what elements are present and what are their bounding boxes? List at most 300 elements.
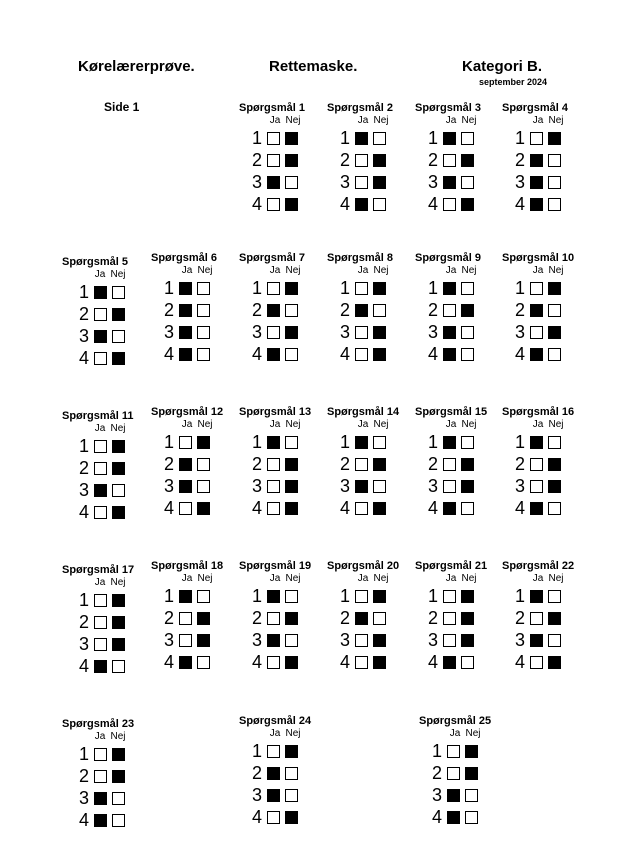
nej-box [373,590,386,603]
answer-row [502,193,592,215]
nej-label: Nej [461,265,477,276]
ja-label: Ja [269,115,281,126]
answer-row [151,651,241,673]
nej-box [548,198,561,211]
ja-box [94,792,107,805]
answer-row [62,457,152,479]
answer-number: 1 [339,586,350,606]
answer-number: 1 [78,436,89,456]
nej-box [197,282,210,295]
answer-row [239,629,329,651]
answer-row [415,475,505,497]
ja-box [267,458,280,471]
answer-row [502,629,592,651]
answer-row [62,281,152,303]
nej-box [548,436,561,449]
ja-box [530,304,543,317]
ja-box [94,506,107,519]
nej-box [461,304,474,317]
answer-number: 1 [514,278,525,298]
nej-box [112,814,125,827]
answer-row [327,127,417,149]
answer-number: 4 [427,498,438,518]
question-block [239,101,329,215]
answer-row [327,453,417,475]
ja-box [94,660,107,673]
nej-box [197,326,210,339]
answer-number: 3 [78,480,89,500]
ja-box [443,348,456,361]
ja-box [530,436,543,449]
answer-row [327,299,417,321]
answer-row [327,497,417,519]
answer-row [419,740,509,762]
nej-box [461,154,474,167]
nej-box [548,634,561,647]
question-block [62,563,152,677]
answer-number: 4 [339,652,350,672]
answer-row [415,193,505,215]
answer-number: 1 [431,741,442,761]
answer-number: 4 [514,498,525,518]
answer-number: 2 [163,454,174,474]
nej-box [373,458,386,471]
nej-box [112,506,125,519]
ja-box [530,154,543,167]
nej-box [285,612,298,625]
nej-box [197,502,210,515]
answer-row [415,343,505,365]
nej-box [112,440,125,453]
question-title: Spørgsmål 6 [151,252,218,264]
answer-number: 4 [78,348,89,368]
nej-box [373,282,386,295]
answer-number: 4 [78,656,89,676]
nej-box [548,132,561,145]
nej-box [548,304,561,317]
ja-box [267,348,280,361]
nej-box [548,154,561,167]
answer-row [62,589,152,611]
nej-box [461,656,474,669]
answer-number: 3 [514,322,525,342]
question-block [415,405,505,519]
nej-label: Nej [110,731,126,742]
answer-number: 2 [339,454,350,474]
answer-number: 1 [427,586,438,606]
side-label: Side 1 [104,100,140,114]
ja-box [267,198,280,211]
answer-number: 3 [514,630,525,650]
ja-box [355,590,368,603]
ja-label: Ja [532,573,544,584]
ja-box [355,458,368,471]
ja-box [443,634,456,647]
ja-box [267,590,280,603]
nej-box [112,638,125,651]
ja-box [267,634,280,647]
ja-nej-header [502,115,592,127]
ja-box [355,502,368,515]
answer-number: 3 [339,322,350,342]
answer-number: 4 [251,652,262,672]
nej-box [112,286,125,299]
question-block [151,405,241,519]
nej-box [285,590,298,603]
answer-number: 1 [514,432,525,452]
answer-row [62,303,152,325]
ja-nej-header [62,577,152,589]
nej-box [373,132,386,145]
answer-row [151,629,241,651]
ja-label: Ja [181,419,193,430]
answer-number: 2 [431,763,442,783]
ja-box [94,748,107,761]
question-title: Spørgsmål 24 [239,715,312,727]
ja-label: Ja [94,423,106,434]
nej-box [285,282,298,295]
nej-box [373,480,386,493]
answer-row [327,651,417,673]
ja-box [530,282,543,295]
question-block [502,101,592,215]
ja-nej-header [415,115,505,127]
question-block [419,714,509,828]
answer-row [62,809,152,831]
answer-number: 4 [431,807,442,827]
answer-number: 1 [251,128,262,148]
answer-row [239,475,329,497]
ja-box [355,176,368,189]
ja-box [443,154,456,167]
nej-label: Nej [373,573,389,584]
nej-box [197,458,210,471]
nej-label: Nej [197,265,213,276]
nej-box [461,326,474,339]
answer-number: 4 [251,194,262,214]
nej-box [548,480,561,493]
answer-number: 2 [251,454,262,474]
nej-box [285,304,298,317]
nej-label: Nej [197,573,213,584]
answer-row [502,497,592,519]
ja-label: Ja [532,115,544,126]
nej-box [112,308,125,321]
nej-box [461,282,474,295]
question-title: Spørgsmål 4 [502,102,569,114]
answer-row [502,149,592,171]
ja-box [94,286,107,299]
question-title: Spørgsmål 22 [502,560,575,572]
answer-row [502,171,592,193]
answer-number: 2 [78,458,89,478]
ja-box [355,132,368,145]
answer-number: 3 [427,476,438,496]
answer-row [327,475,417,497]
answer-row [327,193,417,215]
answer-row [151,277,241,299]
answer-number: 3 [514,476,525,496]
ja-box [179,458,192,471]
answer-row [239,585,329,607]
nej-box [112,770,125,783]
ja-box [355,348,368,361]
answer-number: 3 [339,172,350,192]
answer-number: 1 [514,128,525,148]
answer-number: 4 [251,807,262,827]
answer-row [239,321,329,343]
answer-number: 2 [251,300,262,320]
answer-number: 4 [339,498,350,518]
answer-row [415,299,505,321]
nej-box [285,634,298,647]
ja-box [355,154,368,167]
ja-label: Ja [449,728,461,739]
answer-row [151,431,241,453]
answer-number: 4 [78,502,89,522]
ja-box [94,814,107,827]
ja-box [443,656,456,669]
nej-box [465,745,478,758]
answer-number: 3 [78,326,89,346]
ja-label: Ja [445,573,457,584]
answer-number: 4 [427,344,438,364]
answer-row [151,321,241,343]
nej-box [285,745,298,758]
question-title: Spørgsmål 20 [327,560,400,572]
ja-label: Ja [269,419,281,430]
nej-box [112,748,125,761]
answer-number: 3 [427,172,438,192]
nej-box [461,590,474,603]
ja-label: Ja [357,115,369,126]
answer-number: 2 [514,150,525,170]
answer-row [151,453,241,475]
answer-row [415,629,505,651]
question-block [415,101,505,215]
answer-number: 1 [427,278,438,298]
ja-box [443,132,456,145]
ja-label: Ja [269,573,281,584]
answer-row [239,277,329,299]
answer-number: 1 [78,744,89,764]
answer-number: 1 [163,432,174,452]
question-block [62,255,152,369]
answer-row [415,585,505,607]
answer-number: 2 [78,766,89,786]
nej-box [548,590,561,603]
ja-box [94,462,107,475]
question-title: Spørgsmål 14 [327,406,400,418]
nej-box [285,789,298,802]
answer-number: 1 [514,586,525,606]
ja-box [355,282,368,295]
answer-number: 1 [339,432,350,452]
ja-box [267,176,280,189]
question-block [502,405,592,519]
ja-box [355,198,368,211]
ja-nej-header [502,573,592,585]
ja-box [530,458,543,471]
nej-box [461,612,474,625]
ja-box [267,745,280,758]
answer-number: 3 [427,630,438,650]
ja-nej-header [327,115,417,127]
answer-row [62,633,152,655]
answer-number: 2 [339,300,350,320]
answer-number: 2 [514,608,525,628]
answer-number: 2 [251,150,262,170]
ja-box [530,612,543,625]
answer-row [239,453,329,475]
question-block [327,559,417,673]
nej-label: Nej [548,265,564,276]
question-title: Spørgsmål 13 [239,406,312,418]
answer-row [415,277,505,299]
answer-number: 1 [339,278,350,298]
nej-box [112,660,125,673]
answer-number: 1 [78,282,89,302]
answer-row [62,501,152,523]
answer-number: 4 [251,498,262,518]
ja-label: Ja [357,573,369,584]
nej-label: Nej [373,419,389,430]
answer-number: 3 [431,785,442,805]
answer-row [415,321,505,343]
ja-label: Ja [181,573,193,584]
question-block [62,717,152,831]
answer-number: 2 [78,304,89,324]
ja-box [443,458,456,471]
answer-row [415,149,505,171]
question-title: Spørgsmål 8 [327,252,394,264]
answer-row [239,431,329,453]
ja-nej-header [239,419,329,431]
ja-box [179,480,192,493]
ja-box [267,436,280,449]
nej-box [285,348,298,361]
nej-box [373,304,386,317]
ja-box [355,326,368,339]
nej-box [112,616,125,629]
ja-label: Ja [269,728,281,739]
nej-box [285,811,298,824]
answer-row [62,655,152,677]
answer-number: 4 [339,194,350,214]
nej-box [548,326,561,339]
nej-label: Nej [197,419,213,430]
question-block [502,251,592,365]
answer-row [239,193,329,215]
answer-number: 1 [427,128,438,148]
ja-box [355,436,368,449]
ja-nej-header [502,265,592,277]
ja-box [179,326,192,339]
nej-label: Nej [465,728,481,739]
ja-box [179,612,192,625]
nej-box [112,792,125,805]
answer-number: 3 [514,172,525,192]
answer-number: 3 [78,788,89,808]
nej-box [461,176,474,189]
header-left: Kørelærerprøve. [78,58,195,75]
answer-number: 4 [427,194,438,214]
nej-box [373,198,386,211]
nej-box [112,352,125,365]
question-block [415,559,505,673]
answer-row [62,435,152,457]
ja-box [447,789,460,802]
question-block [327,101,417,215]
answer-number: 2 [339,150,350,170]
nej-box [548,612,561,625]
answer-row [239,171,329,193]
nej-box [285,176,298,189]
answer-number: 4 [514,652,525,672]
ja-box [443,198,456,211]
answer-row [419,762,509,784]
ja-box [267,789,280,802]
answer-number: 2 [339,608,350,628]
ja-box [267,304,280,317]
ja-box [179,436,192,449]
answer-row [415,497,505,519]
nej-label: Nej [285,573,301,584]
answer-row [415,127,505,149]
ja-box [530,176,543,189]
nej-box [197,634,210,647]
answer-number: 4 [78,810,89,830]
answer-number: 4 [339,344,350,364]
answer-row [327,343,417,365]
answer-number: 1 [251,741,262,761]
nej-box [285,502,298,515]
answer-row [327,277,417,299]
ja-label: Ja [94,577,106,588]
answer-number: 3 [251,322,262,342]
nej-box [285,480,298,493]
nej-box [373,348,386,361]
nej-box [112,594,125,607]
ja-box [267,132,280,145]
question-title: Spørgsmål 21 [415,560,488,572]
answer-row [239,762,329,784]
answer-row [502,277,592,299]
ja-box [94,440,107,453]
answer-row [502,475,592,497]
ja-label: Ja [94,731,106,742]
question-title: Spørgsmål 18 [151,560,224,572]
ja-box [179,304,192,317]
answer-row [239,127,329,149]
ja-box [179,656,192,669]
answer-number: 4 [427,652,438,672]
nej-box [548,458,561,471]
answer-number: 3 [251,785,262,805]
ja-nej-header [62,423,152,435]
ja-box [267,811,280,824]
answer-number: 4 [514,344,525,364]
ja-box [94,308,107,321]
ja-nej-header [62,269,152,281]
nej-label: Nej [373,265,389,276]
answer-number: 3 [251,172,262,192]
ja-nej-header [239,115,329,127]
nej-box [285,132,298,145]
answer-row [415,651,505,673]
nej-box [373,176,386,189]
nej-box [112,484,125,497]
